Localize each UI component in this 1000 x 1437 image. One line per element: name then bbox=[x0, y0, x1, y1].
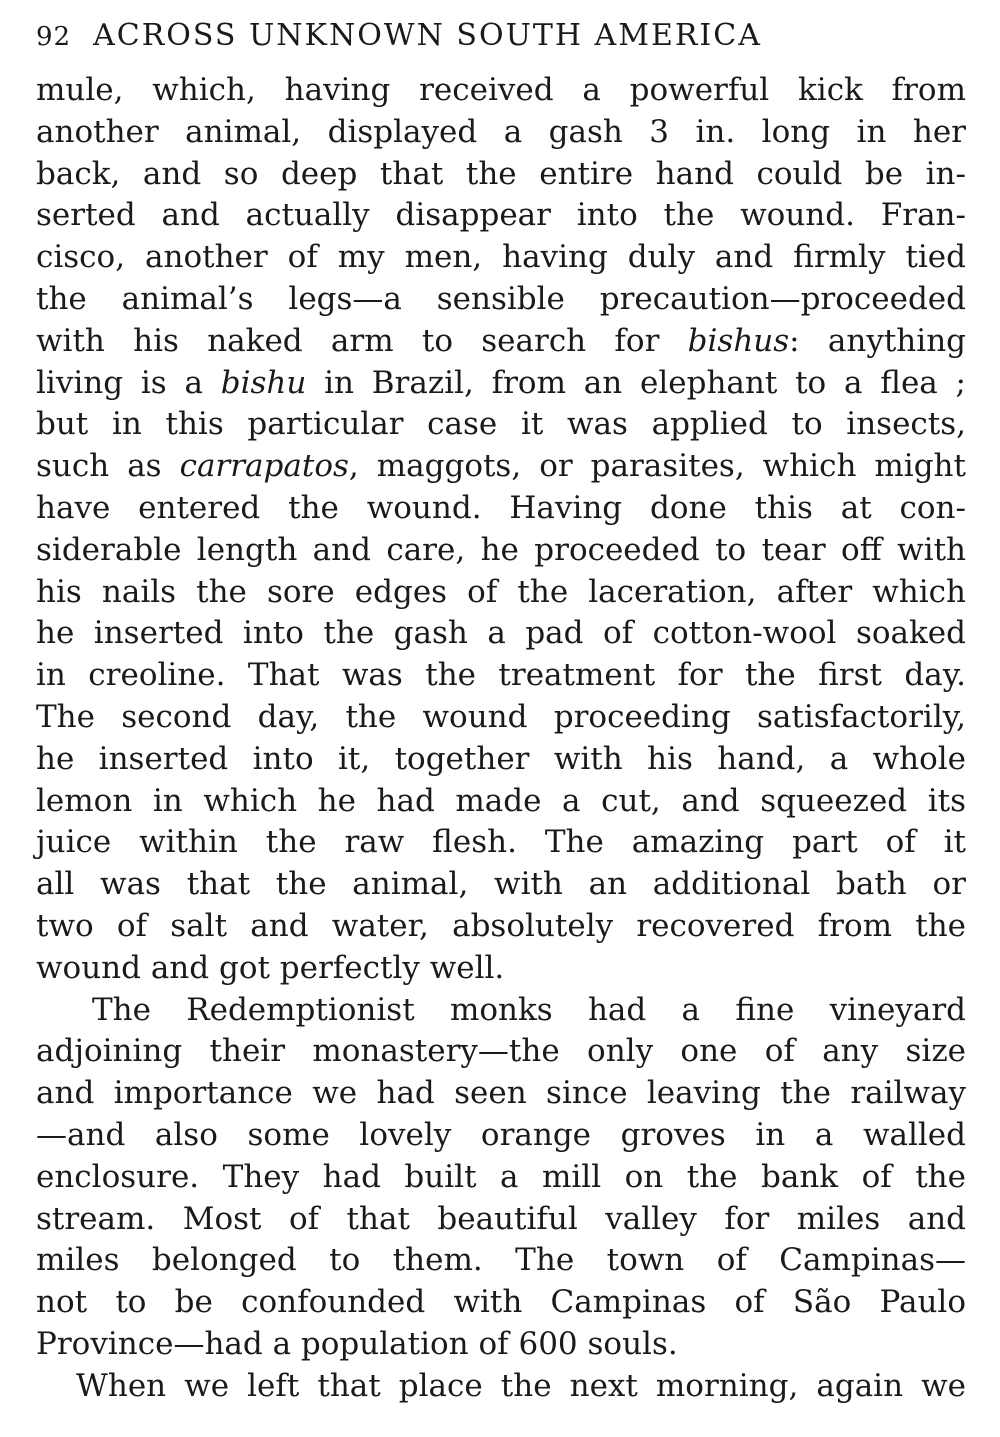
text-line bbox=[36, 363, 966, 405]
page-header bbox=[36, 18, 966, 64]
text-segment: he inserted into the gash a pad of cotton-wool soaked bbox=[36, 615, 966, 652]
text-line bbox=[36, 822, 966, 864]
text-line bbox=[36, 990, 966, 1032]
text-line bbox=[36, 781, 966, 823]
text-segment: in Brazil, from an elephant to a flea ; bbox=[306, 364, 966, 401]
body-text bbox=[36, 70, 966, 1408]
text-segment: with his naked arm to search for bbox=[36, 322, 688, 359]
book-page bbox=[36, 18, 966, 1408]
text-segment: two of salt and water, absolutely recovered from the bbox=[36, 907, 966, 944]
text-segment: mule, which, having received a powerful kick from bbox=[36, 72, 966, 108]
text-line bbox=[36, 154, 966, 196]
text-line bbox=[36, 279, 966, 321]
text-line bbox=[36, 1282, 966, 1324]
text-segment: but in this particular case it was applied to insects, bbox=[36, 406, 966, 443]
text-line bbox=[36, 655, 966, 697]
text-segment: adjoining their monastery—the only one of any size bbox=[36, 1033, 966, 1070]
text-segment: serted and actually disappear into the wound. Fran- bbox=[36, 197, 966, 234]
text-segment: cisco, another of my men, having duly and firmly tied bbox=[36, 239, 966, 276]
italic-word: bishus bbox=[687, 322, 790, 359]
text-line bbox=[36, 1157, 966, 1199]
text-segment: , maggots, or parasites, which might bbox=[348, 448, 966, 485]
text-line bbox=[36, 446, 966, 488]
text-line bbox=[36, 948, 966, 990]
text-line bbox=[36, 739, 966, 781]
text-line bbox=[36, 697, 966, 739]
text-segment: another animal, displayed a gash 3 in. long in her bbox=[36, 113, 966, 150]
text-line bbox=[36, 1240, 966, 1282]
text-line bbox=[36, 572, 966, 614]
italic-word: carrapatos bbox=[179, 448, 349, 485]
text-segment: his nails the sore edges of the laceration, after which bbox=[36, 573, 966, 610]
text-line bbox=[36, 530, 966, 572]
text-segment: such as bbox=[36, 448, 180, 485]
text-line bbox=[36, 1199, 966, 1241]
text-segment: not to be confounded with Campinas of São Paulo bbox=[36, 1284, 966, 1321]
text-segment: —and also some lovely orange groves in a walled bbox=[36, 1116, 966, 1153]
text-segment: siderable length and care, he proceeded to tear off with bbox=[36, 531, 966, 568]
text-line bbox=[36, 1366, 966, 1408]
text-segment: back, and so deep that the entire hand could be in- bbox=[36, 155, 966, 192]
text-segment: The second day, the wound proceeding satisfactorily, bbox=[36, 698, 966, 735]
text-segment: the animal’s legs—a sensible precaution—proceeded bbox=[36, 280, 966, 317]
text-line bbox=[36, 321, 966, 363]
text-segment: juice within the raw flesh. The amazing part of it bbox=[36, 824, 966, 861]
text-segment: he inserted into it, together with his hand, a whole bbox=[36, 740, 966, 777]
text-segment: When we left that place the next morning, again we bbox=[76, 1367, 966, 1404]
text-line bbox=[36, 488, 966, 530]
text-segment: enclosure. They had built a mill on the bank of the bbox=[36, 1158, 966, 1195]
text-segment: living is a bbox=[36, 364, 221, 401]
text-segment: lemon in which he had made a cut, and squeezed its bbox=[36, 782, 966, 819]
italic-word: bishu bbox=[220, 364, 307, 401]
text-line bbox=[36, 1031, 966, 1073]
page-number: 92 bbox=[36, 22, 72, 52]
text-segment: : anything bbox=[789, 322, 966, 359]
text-segment: miles belonged to them. The town of Campinas— bbox=[36, 1242, 966, 1279]
text-line bbox=[36, 237, 966, 279]
text-segment: wound and got perfectly well. bbox=[36, 949, 505, 986]
text-line bbox=[36, 864, 966, 906]
text-line bbox=[36, 195, 966, 237]
text-segment: all was that the animal, with an additional bath or bbox=[36, 866, 966, 903]
text-segment: and importance we had seen since leaving the railway bbox=[36, 1075, 966, 1112]
text-segment: Province—had a population of 600 souls. bbox=[36, 1325, 678, 1362]
text-segment: have entered the wound. Having done this at con- bbox=[36, 489, 966, 526]
text-line bbox=[36, 70, 966, 112]
text-segment: The Redemptionist monks had a fine vineyard bbox=[92, 991, 966, 1028]
text-line bbox=[36, 1073, 966, 1115]
text-segment: in creoline. That was the treatment for the first day. bbox=[36, 657, 966, 694]
text-line bbox=[36, 1324, 966, 1366]
text-line bbox=[36, 613, 966, 655]
text-segment: stream. Most of that beautiful valley for miles and bbox=[36, 1200, 966, 1237]
text-line bbox=[36, 1115, 966, 1157]
running-title: ACROSS UNKNOWN SOUTH AMERICA bbox=[93, 18, 762, 53]
text-line bbox=[36, 404, 966, 446]
text-line bbox=[36, 906, 966, 948]
text-line bbox=[36, 112, 966, 154]
